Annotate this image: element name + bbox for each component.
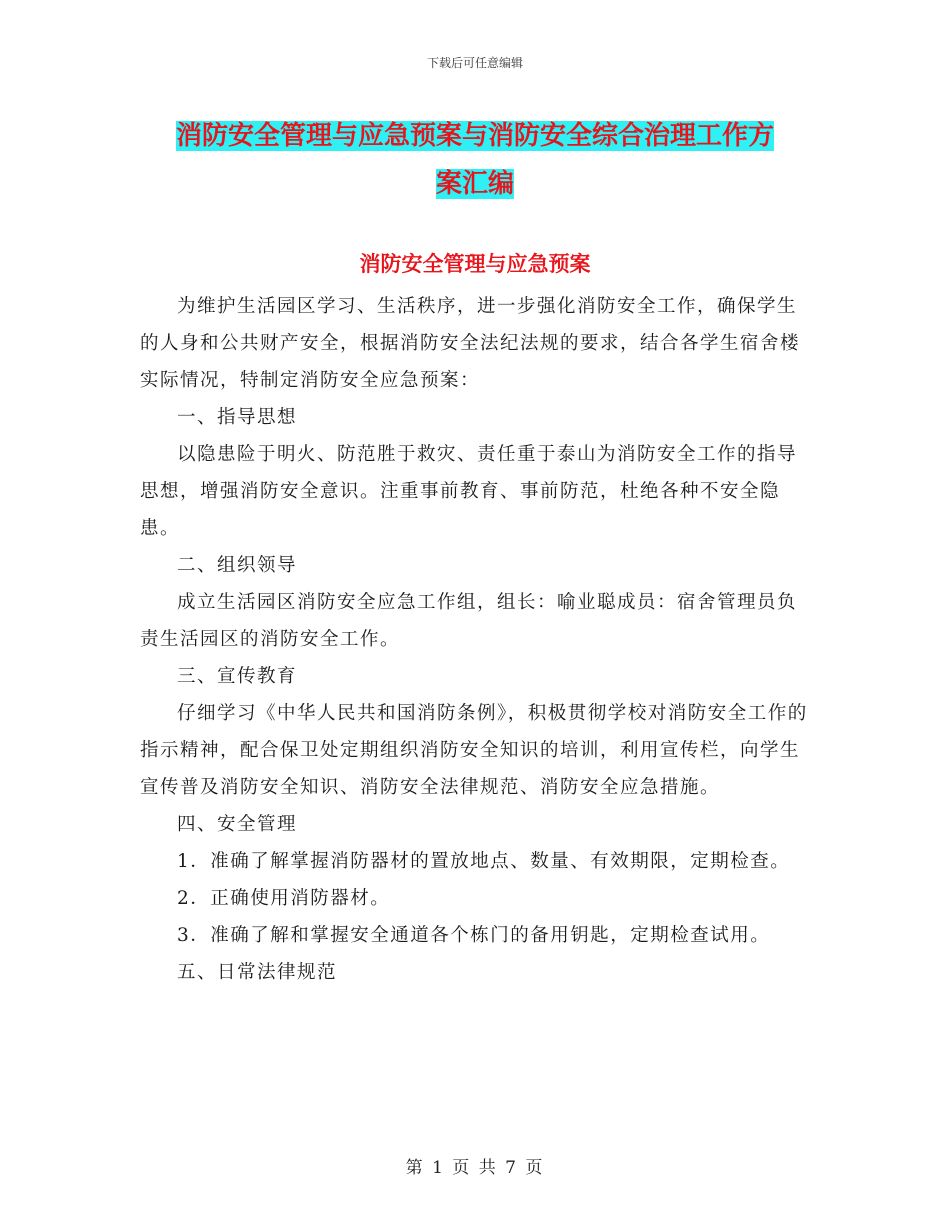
- list-item-2: 2．正确使用消防器材。: [177, 888, 391, 909]
- paragraph-publicity: 仔细学习《中华人民共和国消防条例》，积极贯彻学校对消防安全工作的指示精神，配合保卫处定期组织消防安全知识的培训，利用宣传栏，向学生宣传普及消防安全知识、消防安全法律规范、消防安全应急措施。: [140, 703, 808, 798]
- heading-publicity: 三、宣传教育: [177, 666, 298, 687]
- page-footer: 第 1 页 共 7 页: [405, 1158, 545, 1178]
- document-title: [150, 112, 800, 208]
- document-body: [140, 288, 810, 991]
- heading-daily-rules: 五、日常法律规范: [177, 962, 338, 983]
- paragraph-intro: 为维护生活园区学习、生活秩序，进一步强化消防安全工作，确保学生的人身和公共财产安全，根据消防安全法纪法规的要求，结合各学生宿舍楼实际情况，特制定消防安全应急预案：: [140, 296, 801, 391]
- heading-safety-management: 四、安全管理: [177, 814, 298, 835]
- heading-guiding-thought: 一、指导思想: [177, 407, 298, 428]
- header-note: 下载后可任意编辑: [426, 56, 523, 70]
- document-title-line-2: 案汇编: [435, 169, 514, 199]
- list-item-3: 3．准确了解和掌握安全通道各个栋门的备用钥匙，定期检查试用。: [177, 925, 771, 946]
- section-title: 消防安全管理与应急预案: [359, 252, 591, 276]
- paragraph-guiding-thought: 以隐患险于明火、防范胜于救灾、责任重于泰山为消防安全工作的指导思想，增强消防安全意识。注重事前教育、事前防范，杜绝各种不安全隐患。: [140, 444, 798, 539]
- paragraph-organization: 成立生活园区消防安全应急工作组，组长：喻业聪成员：宿舍管理员负责生活园区的消防安全工作。: [140, 592, 798, 650]
- document-title-line-1: 消防安全管理与应急预案与消防安全综合治理工作方: [175, 121, 774, 151]
- heading-organization: 二、组织领导: [177, 555, 298, 576]
- list-item-1: 1．准确了解掌握消防器材的置放地点、数量、有效期限，定期检查。: [177, 851, 791, 872]
